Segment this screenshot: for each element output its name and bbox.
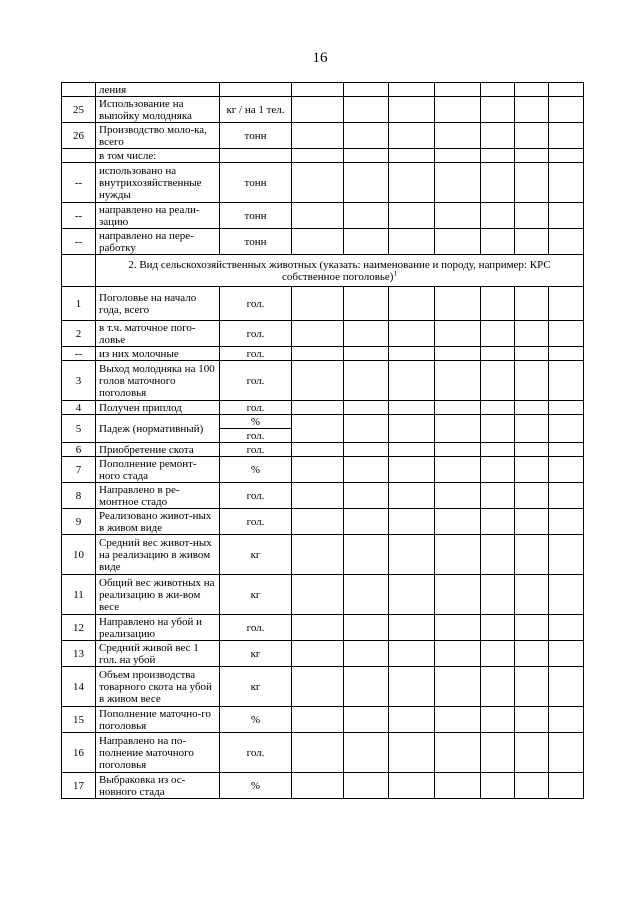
table-cell bbox=[435, 123, 481, 149]
row-unit: % bbox=[220, 773, 292, 799]
table-cell bbox=[481, 401, 515, 415]
row-name: Реализовано живот-ных в живом виде bbox=[96, 509, 220, 535]
table-cell bbox=[344, 535, 389, 575]
table-cell bbox=[389, 347, 435, 361]
row-name: Объем производства товарного скота на убой в живом весе bbox=[96, 667, 220, 707]
table-cell bbox=[515, 287, 549, 321]
table-cell bbox=[481, 97, 515, 123]
table-cell bbox=[481, 575, 515, 615]
table-cell bbox=[435, 773, 481, 799]
table-cell bbox=[344, 443, 389, 457]
table-cell bbox=[435, 415, 481, 443]
row-unit: тонн bbox=[220, 123, 292, 149]
table-cell bbox=[549, 509, 584, 535]
table-cell bbox=[515, 229, 549, 255]
table-cell bbox=[389, 401, 435, 415]
table-cell bbox=[292, 509, 344, 535]
table-cell bbox=[344, 361, 389, 401]
table-cell bbox=[549, 123, 584, 149]
table-cell bbox=[435, 509, 481, 535]
row-name: Пополнение маточно-го поголовья bbox=[96, 707, 220, 733]
row-name: Падеж (нормативный) bbox=[96, 415, 220, 443]
table-cell bbox=[435, 163, 481, 203]
table-cell bbox=[549, 347, 584, 361]
table-cell bbox=[481, 321, 515, 347]
row-unit: тонн bbox=[220, 203, 292, 229]
table-cell bbox=[292, 149, 344, 163]
table-cell bbox=[435, 641, 481, 667]
table-cell bbox=[292, 83, 344, 97]
table-cell bbox=[515, 615, 549, 641]
table-cell bbox=[549, 707, 584, 733]
table-row bbox=[62, 641, 584, 667]
row-number: -- bbox=[62, 203, 96, 229]
row-unit bbox=[220, 149, 292, 163]
table-cell bbox=[515, 641, 549, 667]
row-name: Приобретение скота bbox=[96, 443, 220, 457]
table-cell bbox=[435, 229, 481, 255]
table-cell bbox=[481, 415, 515, 443]
row-name: Средний живой вес 1 гол. на убой bbox=[96, 641, 220, 667]
table-row bbox=[62, 287, 584, 321]
table-cell bbox=[389, 615, 435, 641]
table-cell bbox=[389, 415, 435, 443]
row-unit: % bbox=[220, 707, 292, 733]
table-cell bbox=[515, 149, 549, 163]
table-cell bbox=[549, 641, 584, 667]
table-cell bbox=[344, 83, 389, 97]
table-cell bbox=[549, 229, 584, 255]
table-cell bbox=[435, 361, 481, 401]
row-unit: гол. bbox=[220, 733, 292, 773]
table-cell bbox=[389, 229, 435, 255]
section-text: 2. Вид сельскохозяйственных животных (указать: наименование и породу, например: КРС собственное поголовье) bbox=[128, 258, 551, 283]
table-cell bbox=[435, 707, 481, 733]
table-cell bbox=[549, 443, 584, 457]
row-unit: кг bbox=[220, 575, 292, 615]
row-unit: кг bbox=[220, 641, 292, 667]
table-cell bbox=[515, 457, 549, 483]
table-cell bbox=[435, 483, 481, 509]
table-row bbox=[62, 163, 584, 203]
row-number: 11 bbox=[62, 575, 96, 615]
row-unit: кг bbox=[220, 667, 292, 707]
table-cell bbox=[549, 287, 584, 321]
table-cell bbox=[515, 483, 549, 509]
table-cell bbox=[435, 667, 481, 707]
table-cell bbox=[389, 509, 435, 535]
table-cell bbox=[389, 773, 435, 799]
table-cell bbox=[389, 707, 435, 733]
table-cell bbox=[549, 401, 584, 415]
table-cell bbox=[344, 733, 389, 773]
table-row bbox=[62, 229, 584, 255]
table-cell bbox=[435, 443, 481, 457]
row-unit: гол. bbox=[220, 509, 292, 535]
row-number: 9 bbox=[62, 509, 96, 535]
table-cell bbox=[549, 203, 584, 229]
table-cell bbox=[549, 149, 584, 163]
table-cell bbox=[344, 149, 389, 163]
row-name: Пополнение ремонт-ного стада bbox=[96, 457, 220, 483]
table-cell bbox=[515, 509, 549, 535]
row-number: -- bbox=[62, 163, 96, 203]
table-row bbox=[62, 123, 584, 149]
table-cell bbox=[292, 483, 344, 509]
table-cell bbox=[389, 575, 435, 615]
row-unit: гол. bbox=[220, 347, 292, 361]
row-name: Использование на выпойку молодняка bbox=[96, 97, 220, 123]
table-cell bbox=[549, 457, 584, 483]
table-cell bbox=[389, 483, 435, 509]
table-cell bbox=[549, 733, 584, 773]
table-cell bbox=[549, 97, 584, 123]
table-cell bbox=[344, 347, 389, 361]
row-unit: % bbox=[220, 415, 292, 429]
table-cell bbox=[481, 733, 515, 773]
table-cell bbox=[344, 321, 389, 347]
row-number: 25 bbox=[62, 97, 96, 123]
table-cell bbox=[292, 163, 344, 203]
table-cell bbox=[515, 415, 549, 443]
table-cell bbox=[292, 457, 344, 483]
table-row bbox=[62, 509, 584, 535]
table-cell bbox=[515, 707, 549, 733]
table-row bbox=[62, 667, 584, 707]
table-cell bbox=[292, 97, 344, 123]
table-cell bbox=[344, 457, 389, 483]
table-cell bbox=[344, 509, 389, 535]
table-cell bbox=[515, 401, 549, 415]
table-cell bbox=[389, 733, 435, 773]
table-cell bbox=[481, 509, 515, 535]
table-cell bbox=[344, 615, 389, 641]
section-row bbox=[62, 255, 584, 287]
table-cell bbox=[549, 163, 584, 203]
row-number: -- bbox=[62, 347, 96, 361]
row-unit: гол. bbox=[220, 401, 292, 415]
table-row bbox=[62, 149, 584, 163]
table-cell bbox=[515, 203, 549, 229]
table-cell bbox=[481, 163, 515, 203]
table-cell bbox=[344, 415, 389, 443]
row-name: Направлено на по-полнение маточного поголовья bbox=[96, 733, 220, 773]
table-cell bbox=[481, 483, 515, 509]
table-cell bbox=[515, 535, 549, 575]
row-name: Получен приплод bbox=[96, 401, 220, 415]
table-cell bbox=[344, 707, 389, 733]
row-name: использовано на внутрихозяйственные нужды bbox=[96, 163, 220, 203]
table-cell bbox=[292, 575, 344, 615]
table-cell bbox=[549, 773, 584, 799]
table-cell bbox=[481, 641, 515, 667]
table-cell bbox=[435, 321, 481, 347]
table-cell bbox=[389, 287, 435, 321]
row-number: 10 bbox=[62, 535, 96, 575]
row-number: 14 bbox=[62, 667, 96, 707]
table-cell bbox=[515, 83, 549, 97]
table-cell bbox=[481, 457, 515, 483]
table-cell bbox=[481, 667, 515, 707]
row-name: Выход молодняка на 100 голов маточного поголовья bbox=[96, 361, 220, 401]
table-cell bbox=[389, 83, 435, 97]
table-cell bbox=[515, 347, 549, 361]
table-row bbox=[62, 483, 584, 509]
table-cell bbox=[481, 615, 515, 641]
table-cell bbox=[389, 149, 435, 163]
table-cell bbox=[549, 575, 584, 615]
table-cell bbox=[515, 667, 549, 707]
table-cell bbox=[344, 773, 389, 799]
table-cell bbox=[481, 773, 515, 799]
row-unit: кг / на 1 тел. bbox=[220, 97, 292, 123]
table-cell bbox=[481, 443, 515, 457]
table-row bbox=[62, 457, 584, 483]
table-cell bbox=[292, 361, 344, 401]
section-heading bbox=[96, 255, 584, 287]
row-unit: гол. bbox=[220, 287, 292, 321]
table-cell bbox=[515, 97, 549, 123]
table-cell bbox=[292, 287, 344, 321]
row-unit: гол. bbox=[220, 429, 292, 443]
table-row bbox=[62, 321, 584, 347]
livestock-table bbox=[61, 82, 584, 799]
table-cell bbox=[481, 535, 515, 575]
table-row bbox=[62, 443, 584, 457]
table-row bbox=[62, 707, 584, 733]
table-cell bbox=[515, 575, 549, 615]
table-cell bbox=[292, 733, 344, 773]
table-cell bbox=[344, 97, 389, 123]
table-cell bbox=[344, 641, 389, 667]
table-cell bbox=[515, 163, 549, 203]
row-name: направлено на пере-работку bbox=[96, 229, 220, 255]
table-cell bbox=[435, 615, 481, 641]
table-cell bbox=[389, 123, 435, 149]
table-cell bbox=[389, 361, 435, 401]
table-cell bbox=[292, 667, 344, 707]
table-cell bbox=[549, 483, 584, 509]
row-name: в т.ч. маточное пого-ловье bbox=[96, 321, 220, 347]
row-name: Средний вес живот-ных на реализацию в живом виде bbox=[96, 535, 220, 575]
table-cell bbox=[389, 163, 435, 203]
table-row bbox=[62, 361, 584, 401]
table-cell bbox=[292, 641, 344, 667]
row-unit: гол. bbox=[220, 321, 292, 347]
table-cell bbox=[389, 97, 435, 123]
row-name: Выбраковка из ос-новного стада bbox=[96, 773, 220, 799]
row-name: Поголовье на начало года, всего bbox=[96, 287, 220, 321]
row-number: 1 bbox=[62, 287, 96, 321]
table-cell bbox=[435, 535, 481, 575]
table-cell bbox=[292, 321, 344, 347]
table-row bbox=[62, 203, 584, 229]
table-cell bbox=[292, 615, 344, 641]
row-unit: гол. bbox=[220, 483, 292, 509]
footnote-mark: 1 bbox=[393, 268, 397, 277]
table-cell bbox=[481, 347, 515, 361]
row-number: 17 bbox=[62, 773, 96, 799]
row-name: Направлено на убой и реализацию bbox=[96, 615, 220, 641]
table-row bbox=[62, 415, 584, 429]
table-cell bbox=[435, 83, 481, 97]
table-cell bbox=[515, 443, 549, 457]
row-name: направлено на реали-зацию bbox=[96, 203, 220, 229]
row-name: из них молочные bbox=[96, 347, 220, 361]
table-cell bbox=[389, 321, 435, 347]
table-cell bbox=[435, 149, 481, 163]
table-row bbox=[62, 97, 584, 123]
table-row bbox=[62, 401, 584, 415]
row-number: 8 bbox=[62, 483, 96, 509]
row-number: -- bbox=[62, 229, 96, 255]
table-cell bbox=[481, 149, 515, 163]
table-cell bbox=[549, 535, 584, 575]
table-cell bbox=[435, 287, 481, 321]
row-name: в том числе: bbox=[96, 149, 220, 163]
row-number: 26 bbox=[62, 123, 96, 149]
table-cell bbox=[389, 443, 435, 457]
table-cell bbox=[515, 123, 549, 149]
table-cell bbox=[292, 707, 344, 733]
table-cell bbox=[292, 535, 344, 575]
table-cell bbox=[435, 575, 481, 615]
table-cell bbox=[344, 667, 389, 707]
table-cell bbox=[344, 203, 389, 229]
table-cell bbox=[292, 123, 344, 149]
row-number: 12 bbox=[62, 615, 96, 641]
table-cell bbox=[435, 401, 481, 415]
table-row bbox=[62, 347, 584, 361]
table-cell bbox=[344, 401, 389, 415]
row-name: Направлено в ре-монтное стадо bbox=[96, 483, 220, 509]
table-cell bbox=[292, 229, 344, 255]
table-cell bbox=[344, 229, 389, 255]
table-cell bbox=[481, 203, 515, 229]
table-cell bbox=[549, 321, 584, 347]
table-row bbox=[62, 83, 584, 97]
row-number: 5 bbox=[62, 415, 96, 443]
table-cell bbox=[292, 401, 344, 415]
table-cell bbox=[389, 641, 435, 667]
table-cell bbox=[389, 203, 435, 229]
table-cell bbox=[435, 457, 481, 483]
row-number: 6 bbox=[62, 443, 96, 457]
table-row bbox=[62, 615, 584, 641]
table-cell bbox=[435, 347, 481, 361]
row-name: Производство моло-ка, всего bbox=[96, 123, 220, 149]
table-cell bbox=[292, 415, 344, 443]
row-number: 4 bbox=[62, 401, 96, 415]
table-cell bbox=[481, 83, 515, 97]
table-cell bbox=[481, 287, 515, 321]
table-cell bbox=[62, 255, 96, 287]
table-cell bbox=[292, 443, 344, 457]
row-number: 13 bbox=[62, 641, 96, 667]
table-cell bbox=[344, 287, 389, 321]
table-cell bbox=[549, 415, 584, 443]
table-cell bbox=[549, 361, 584, 401]
table-cell bbox=[515, 773, 549, 799]
table-cell bbox=[481, 123, 515, 149]
row-number bbox=[62, 149, 96, 163]
row-unit bbox=[220, 83, 292, 97]
table-row bbox=[62, 575, 584, 615]
table-cell bbox=[389, 667, 435, 707]
page-number: 16 bbox=[312, 50, 328, 66]
table-row bbox=[62, 733, 584, 773]
table-cell bbox=[481, 229, 515, 255]
row-number: 2 bbox=[62, 321, 96, 347]
table-cell bbox=[549, 667, 584, 707]
row-unit: тонн bbox=[220, 229, 292, 255]
row-unit: гол. bbox=[220, 443, 292, 457]
table-cell bbox=[389, 457, 435, 483]
table-cell bbox=[344, 483, 389, 509]
row-name: Общий вес животных на реализацию в жи-вом весе bbox=[96, 575, 220, 615]
row-unit: тонн bbox=[220, 163, 292, 203]
row-unit: % bbox=[220, 457, 292, 483]
table-cell bbox=[292, 203, 344, 229]
row-name: ления bbox=[96, 83, 220, 97]
row-number: 15 bbox=[62, 707, 96, 733]
table-cell bbox=[515, 321, 549, 347]
row-unit: кг bbox=[220, 535, 292, 575]
table-cell bbox=[344, 163, 389, 203]
table-cell bbox=[389, 535, 435, 575]
table-cell bbox=[435, 203, 481, 229]
row-number: 7 bbox=[62, 457, 96, 483]
table-row bbox=[62, 773, 584, 799]
table-cell bbox=[549, 615, 584, 641]
row-number: 16 bbox=[62, 733, 96, 773]
table-cell bbox=[481, 707, 515, 733]
table-cell bbox=[435, 733, 481, 773]
row-unit: гол. bbox=[220, 361, 292, 401]
table-cell bbox=[292, 347, 344, 361]
table-cell bbox=[549, 83, 584, 97]
table-cell bbox=[292, 773, 344, 799]
table-cell bbox=[344, 575, 389, 615]
table-cell bbox=[435, 97, 481, 123]
row-unit: гол. bbox=[220, 615, 292, 641]
table-cell bbox=[481, 361, 515, 401]
table-cell bbox=[344, 123, 389, 149]
table-cell bbox=[515, 733, 549, 773]
row-number: 3 bbox=[62, 361, 96, 401]
table-cell bbox=[515, 361, 549, 401]
table-row bbox=[62, 535, 584, 575]
row-number bbox=[62, 83, 96, 97]
